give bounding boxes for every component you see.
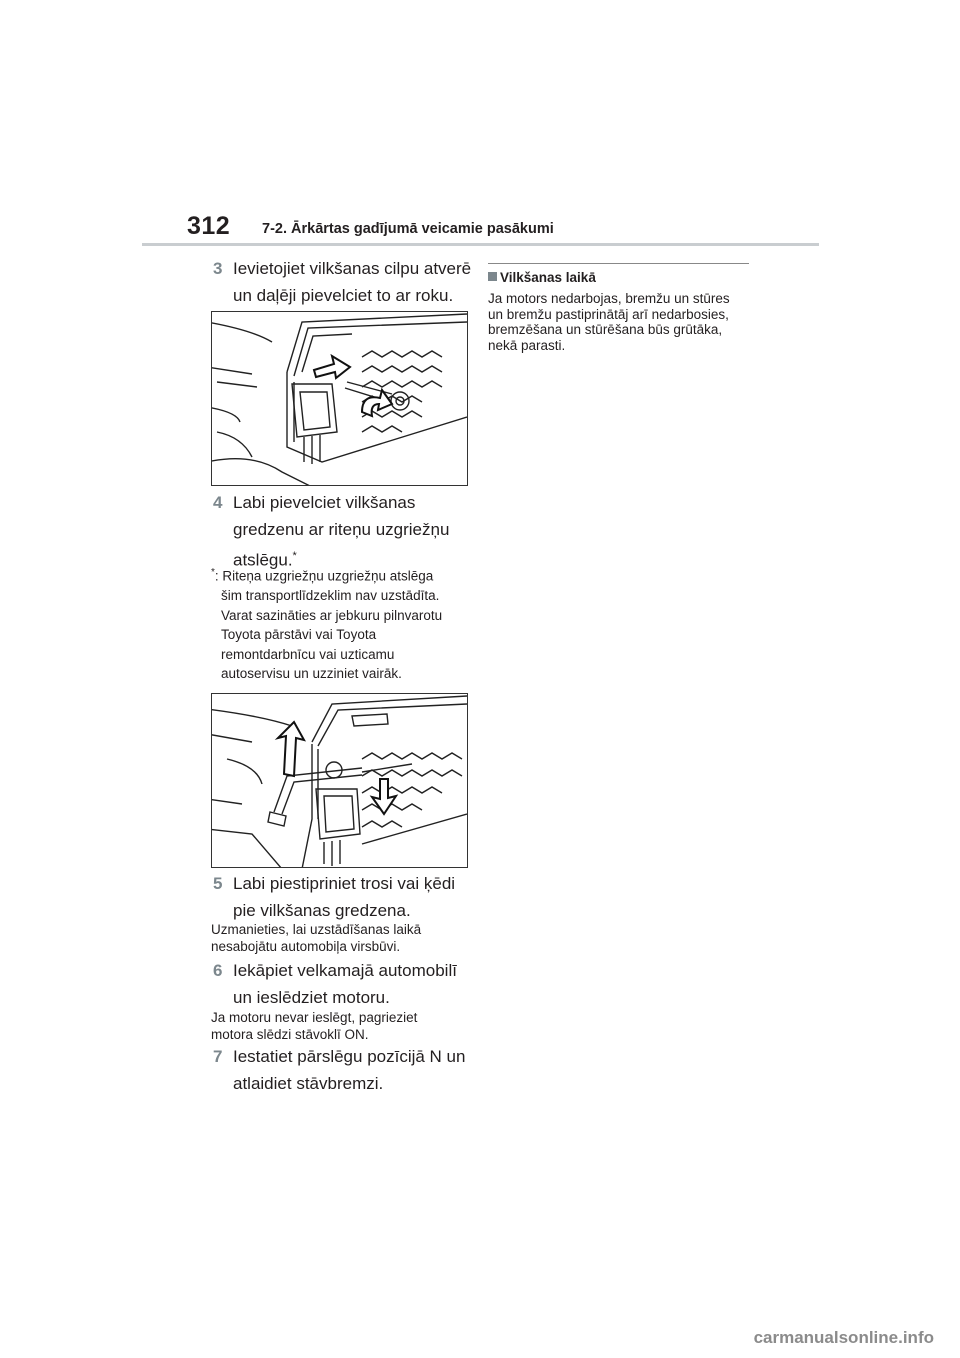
note-after-step-5: [211, 921, 473, 955]
step-text-line: Iestatiet pārslēgu pozīcijā N un: [233, 1047, 466, 1066]
step-5: [213, 870, 478, 924]
step-number: 4: [213, 493, 223, 512]
step-3: [213, 255, 478, 309]
footnote-line: Toyota pārstāvi vai Toyota: [221, 627, 377, 642]
step-text-line: Ievietojiet vilkšanas cilpu atverē: [233, 259, 472, 278]
note-line: Uzmanieties, lai uzstādīšanas laikā: [211, 922, 422, 937]
step-4: [213, 489, 478, 574]
step-text-line: Labi pievelciet vilkšanas: [233, 493, 416, 512]
footnote-text: : Riteņa uzgriežņu uzgriežņu atslēga: [214, 568, 434, 584]
step-text-line: Iekāpiet velkamajā automobilī: [233, 961, 457, 980]
figure-tighten-with-wrench: [211, 693, 468, 868]
header-divider: [142, 243, 819, 246]
footnote-line: remontdarbnīcu vai uzticamu: [221, 646, 395, 662]
sidebar-body: [488, 291, 754, 353]
note-line: motora slēdzi stāvoklī ON.: [211, 1027, 369, 1042]
step-6: [213, 957, 478, 1011]
section-title: 7-2. Ārkārtas gadījumā veicamie pasākumi: [262, 221, 554, 237]
page-number: 312: [187, 212, 231, 240]
figure-towing-eye-insert: [211, 311, 468, 486]
footnote-line: Varat sazināties ar jebkuru pilnvarotu: [221, 607, 443, 623]
step-text-line: atlaidiet stāvbremzi.: [233, 1074, 384, 1093]
sidebar-body-line: bremzēšana un stūrēšana būs grūtāka,: [488, 322, 723, 337]
step-number: 5: [213, 874, 223, 893]
wrench-tightening-illustration: [212, 694, 467, 867]
note-line: Ja motoru nevar ieslēgt, pagrieziet: [211, 1010, 418, 1025]
step-number: 3: [213, 259, 223, 278]
step-number: 6: [213, 961, 223, 980]
step-7: [213, 1043, 478, 1097]
sidebar-divider: [488, 263, 749, 264]
sidebar-body-line: un bremžu pastiprinātāj arī nedarbosies,: [488, 306, 729, 322]
sidebar-heading: [488, 270, 596, 285]
step-text-line: gredzenu ar riteņu uzgriežņu: [233, 520, 450, 539]
step-text-line: un daļēji pievelciet to ar roku.: [233, 286, 454, 305]
step-text: atslēgu.: [233, 550, 293, 570]
square-bullet-icon: [488, 272, 497, 281]
footnote-line: [211, 563, 473, 586]
watermark: carmanualsonline.info: [753, 1328, 934, 1347]
step-text-line: pie vilkšanas gredzena.: [233, 901, 411, 920]
sidebar-body-line: nekā parasti.: [488, 337, 566, 353]
sidebar-body-line: Ja motors nedarbojas, bremžu un stūres: [488, 291, 730, 306]
step-text-line: un ieslēdziet motoru.: [233, 988, 390, 1007]
note-after-step-6: [211, 1009, 473, 1043]
footnote-line: autoservisu un uzziniet vairāk.: [221, 666, 402, 681]
footnote-line: šim transportlīdzeklim nav uzstādīta.: [221, 588, 440, 603]
footnote-marker: *: [211, 567, 215, 578]
step-number: 7: [213, 1047, 223, 1066]
footnote-marker: *: [292, 550, 297, 562]
sidebar-heading-text: Vilkšanas laikā: [500, 270, 596, 285]
towing-eye-insert-illustration: [212, 312, 467, 485]
footnote: [211, 563, 473, 684]
note-line: nesabojātu automobiļa virsbūvi.: [211, 939, 401, 954]
step-text-line: Labi piestipriniet trosi vai ķēdi: [233, 874, 456, 893]
